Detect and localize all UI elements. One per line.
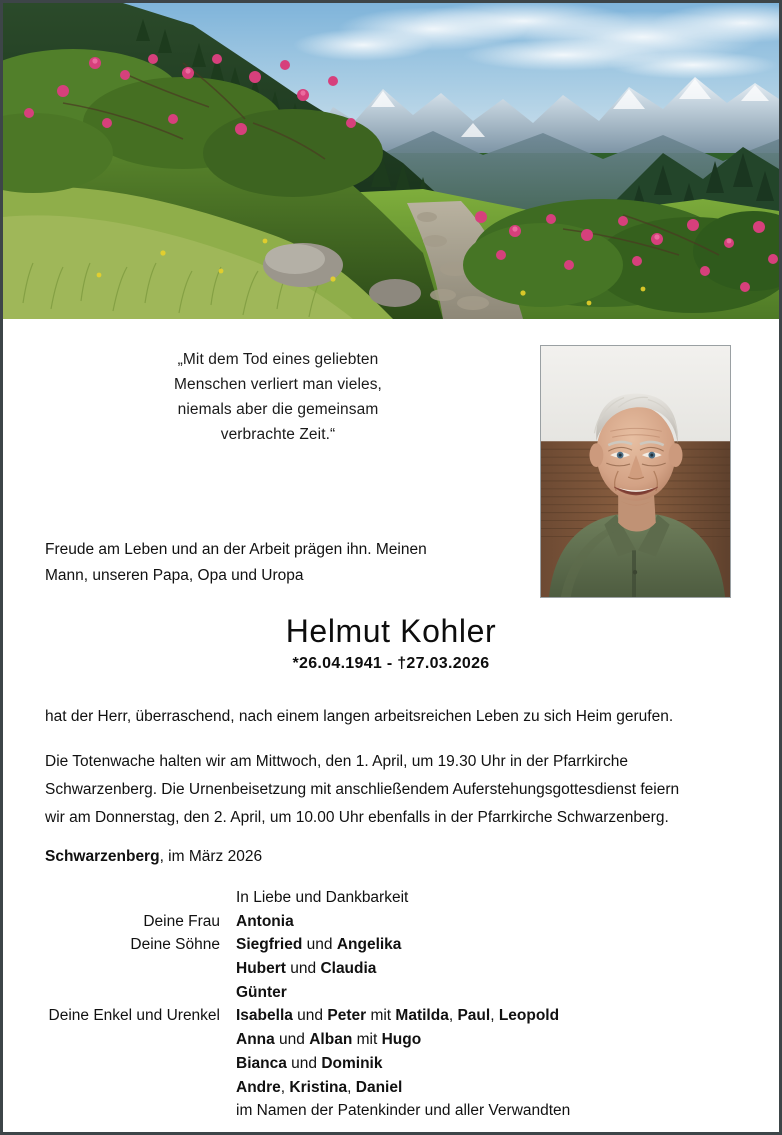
body-paragraph-1: hat der Herr, überraschend, nach einem langen arbeitsreichen Leben zu sich Heim gerufen. bbox=[45, 708, 674, 725]
family-row bbox=[45, 1102, 735, 1126]
quote-line-3: niemals aber die gemeinsam bbox=[177, 401, 379, 418]
family-relation-label: Deine Enkel und Urenkel bbox=[48, 1007, 220, 1025]
family-names: Anna und Alban mit Hugo bbox=[236, 1031, 422, 1049]
intro-line-1: Freude am Leben und an der Arbeit prägen ihn. Meinen bbox=[45, 541, 427, 558]
family-names: In Liebe und Dankbarkeit bbox=[236, 889, 409, 906]
family-row bbox=[45, 1031, 735, 1055]
alpenrose-bush-right bbox=[463, 199, 779, 313]
intro-line-2: Mann, unseren Papa, Opa und Uropa bbox=[45, 567, 304, 584]
portrait-photo bbox=[540, 345, 731, 598]
family-names: Antonia bbox=[236, 912, 294, 930]
quote-line-1: „Mit dem Tod eines geliebten bbox=[177, 351, 379, 368]
family-row bbox=[45, 1079, 735, 1103]
family-relation-label: Deine Frau bbox=[143, 912, 220, 930]
family-row bbox=[45, 984, 735, 1008]
family-row bbox=[45, 889, 735, 913]
memorial-quote bbox=[153, 347, 403, 447]
family-names: Siegfried und Angelika bbox=[236, 936, 402, 954]
intro-text bbox=[45, 537, 510, 589]
family-row bbox=[45, 913, 735, 937]
funeral-line-1: Die Totenwache halten wir am Mittwoch, den 1. April, um 19.30 Uhr in der Pfarrkirche bbox=[45, 753, 628, 770]
family-names: Günter bbox=[236, 983, 287, 1001]
family-names: Bianca und Dominik bbox=[236, 1054, 383, 1072]
family-row bbox=[45, 1055, 735, 1079]
family-row bbox=[45, 960, 735, 984]
portrait-photo-graphic bbox=[541, 346, 730, 597]
family-row bbox=[45, 936, 735, 960]
landscape-photo bbox=[3, 3, 779, 319]
family-names: Hubert und Claudia bbox=[236, 960, 377, 978]
deceased-dates: *26.04.1941 - †27.03.2026 bbox=[292, 655, 490, 672]
family-relation-label: Deine Söhne bbox=[130, 936, 220, 954]
place-date: , im März 2026 bbox=[159, 848, 263, 865]
place-and-date bbox=[45, 843, 735, 871]
family-list bbox=[45, 889, 735, 1126]
quote-line-4: verbrachte Zeit.“ bbox=[220, 426, 336, 443]
landscape-photo-graphic bbox=[3, 3, 779, 319]
family-names: Andre, Kristina, Daniel bbox=[236, 1078, 403, 1096]
funeral-line-3: wir am Donnerstag, den 2. April, um 10.00 Uhr ebenfalls in der Pfarrkirche Schwarzenberg. bbox=[45, 809, 669, 826]
deceased-name: Helmut Kohler bbox=[285, 613, 497, 649]
family-names: Isabella und Peter mit Matilda, Paul, Leopold bbox=[236, 1007, 560, 1025]
funeral-line-2: Schwarzenberg. Die Urnenbeisetzung mit anschließendem Auferstehungsgottesdienst feiern bbox=[45, 781, 680, 798]
place-name: Schwarzenberg bbox=[45, 848, 160, 865]
family-names: im Namen der Patenkinder und aller Verwandten bbox=[236, 1102, 571, 1120]
body-paragraph-2 bbox=[45, 748, 735, 832]
family-row bbox=[45, 1007, 735, 1031]
quote-line-2: Menschen verliert man vieles, bbox=[174, 376, 382, 393]
